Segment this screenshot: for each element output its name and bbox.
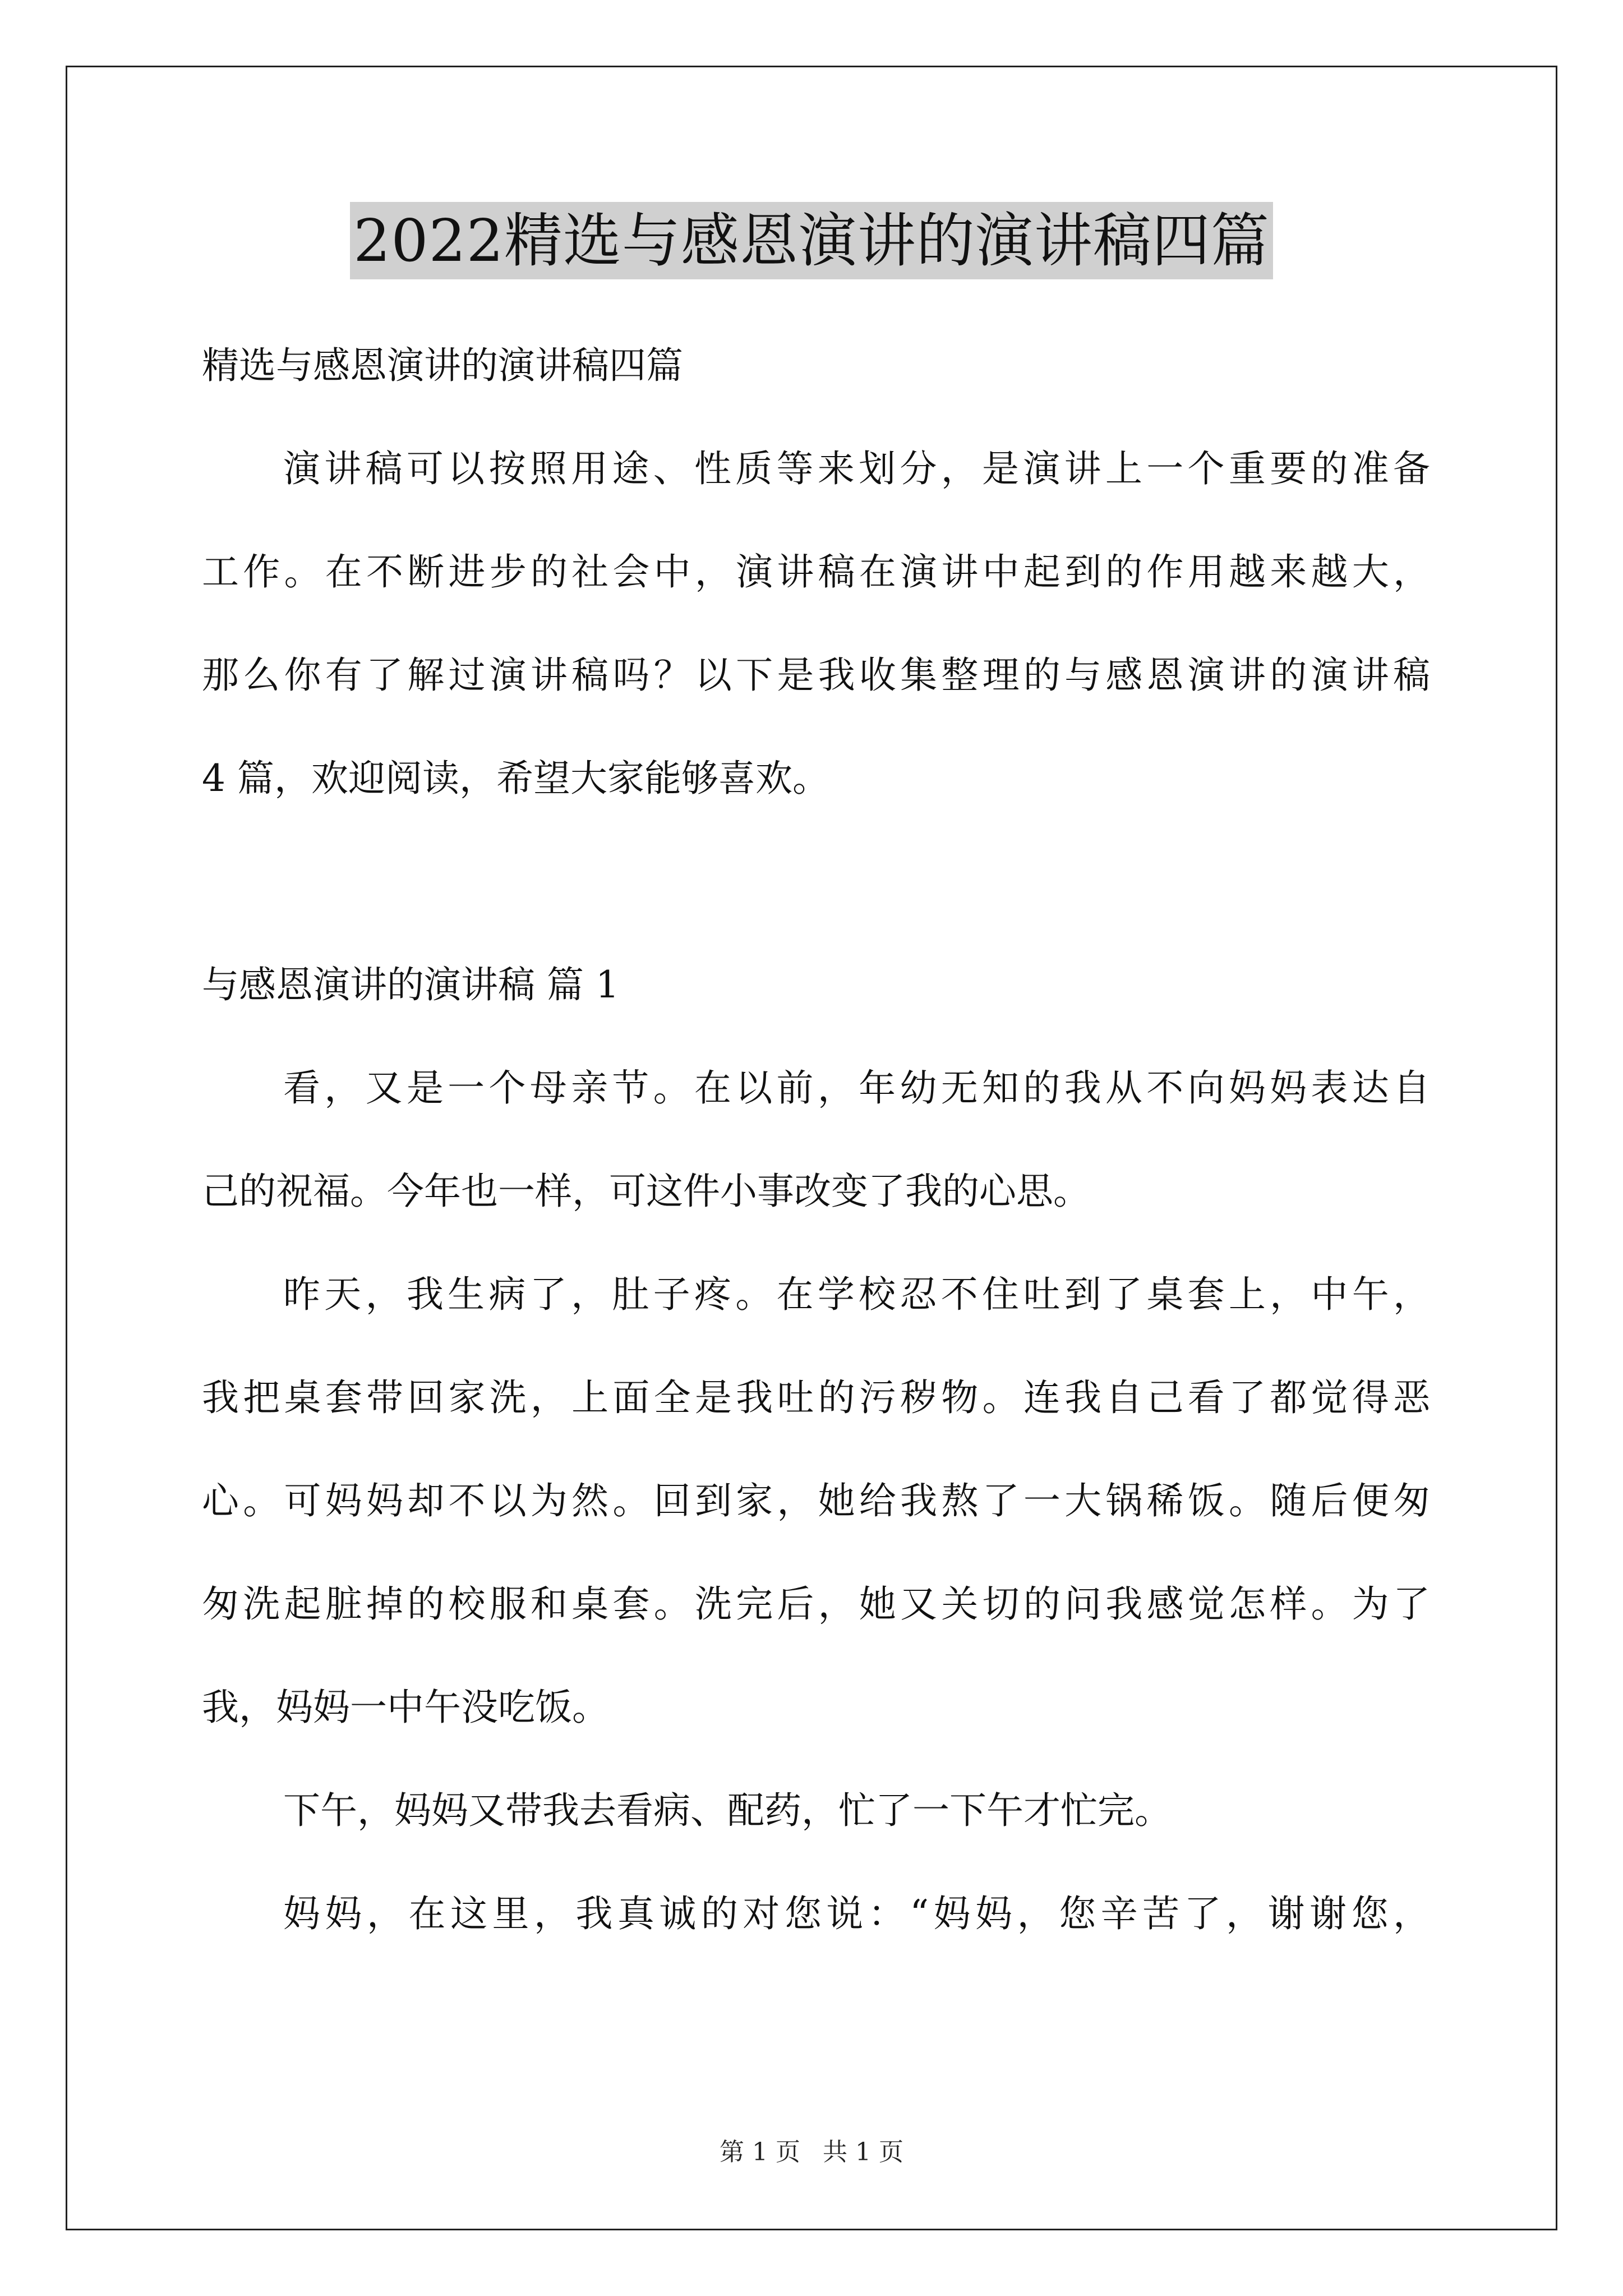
page-footer [0, 2132, 1623, 2168]
body-line: 昨天，我生病了，肚子疼。在学校忍不住吐到了桌套上，中午， [283, 1273, 1430, 1316]
body-line: 心。可妈妈却不以为然。回到家，她给我熬了一大锅稀饭。随后便匆 [202, 1479, 1430, 1522]
document-body [202, 314, 1430, 1966]
body-line: 4 篇，欢迎阅读，希望大家能够喜欢。 [202, 757, 829, 800]
body-line: 下午，妈妈又带我去看病、配药，忙了一下午才忙完。 [283, 1789, 1172, 1832]
document-title: 2022精选与感恩演讲的演讲稿四篇 [350, 202, 1273, 279]
section-heading: 与感恩演讲的演讲稿 篇 1 [202, 963, 619, 1006]
body-line: 演讲稿可以按照用途、性质等来划分，是演讲上一个重要的准备 [283, 447, 1430, 490]
body-line: 看，又是一个母亲节。在以前，年幼无知的我从不向妈妈表达自 [283, 1066, 1430, 1110]
body-line: 我，妈妈一中午没吃饭。 [202, 1686, 609, 1729]
body-line: 己的祝福。今年也一样，可这件小事改变了我的心思。 [202, 1170, 1090, 1213]
page-total: 共 1 页 [823, 2138, 903, 2166]
body-line: 妈妈，在这里，我真诚的对您说：“妈妈，您辛苦了，谢谢您， [283, 1892, 1430, 1935]
body-line: 那么你有了解过演讲稿吗？以下是我收集整理的与感恩演讲的演讲稿 [202, 654, 1430, 697]
blank-line [202, 830, 1430, 933]
body-line: 精选与感恩演讲的演讲稿四篇 [202, 344, 683, 387]
page-number: 第 1 页 [720, 2138, 800, 2166]
body-line: 我把桌套带回家洗，上面全是我吐的污秽物。连我自己看了都觉得恶 [202, 1376, 1430, 1419]
body-line: 匆洗起脏掉的校服和桌套。洗完后，她又关切的问我感觉怎样。为了 [202, 1582, 1430, 1626]
body-line: 工作。在不断进步的社会中，演讲稿在演讲中起到的作用越来越大， [202, 550, 1430, 593]
title-container [0, 202, 1623, 279]
